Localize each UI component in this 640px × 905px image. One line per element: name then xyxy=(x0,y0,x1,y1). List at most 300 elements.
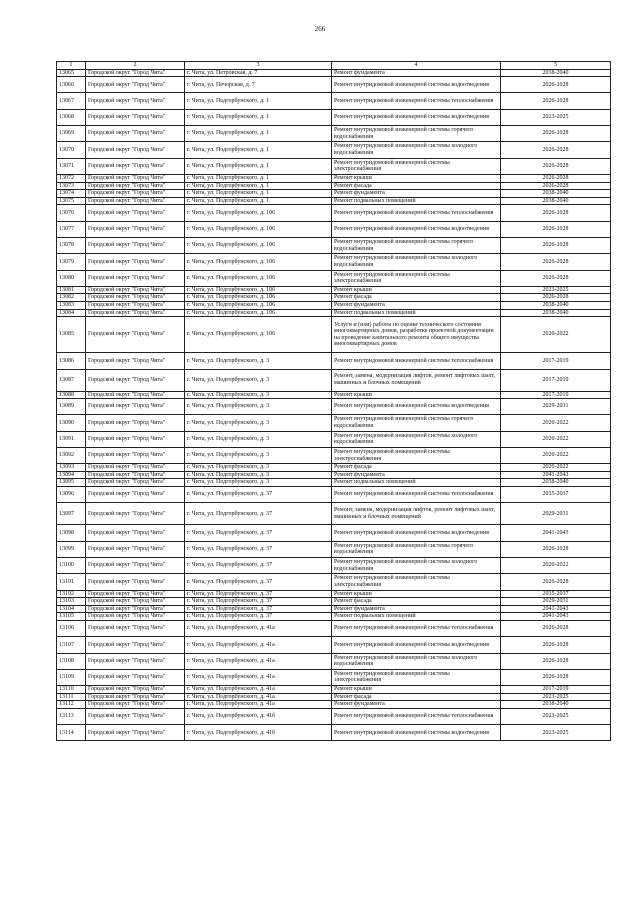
row-number-cell: 13099 xyxy=(57,541,86,557)
work-type-cell: Ремонт внутридомовой инженерной системы водоотведения xyxy=(332,77,501,93)
work-type-cell: Ремонт внутридомовой инженерной системы теплоснабжения xyxy=(332,205,501,221)
row-number-cell: 13106 xyxy=(57,620,86,636)
period-cell: 2020-2022 xyxy=(501,447,611,463)
table-row xyxy=(57,487,611,503)
period-cell: 2017-2019 xyxy=(501,369,611,391)
period-cell: 2026-2028 xyxy=(501,574,611,590)
address-cell: г. Чита, ул. Подгорбунского, д. 41б xyxy=(185,725,332,741)
table-row xyxy=(57,190,611,198)
address-cell: г. Чита, ул. Подгорбунского, д. 37 xyxy=(185,613,332,621)
column-header: 4 xyxy=(332,62,501,70)
municipality-cell: Городской округ "Город Чита" xyxy=(86,142,185,158)
table-row xyxy=(57,637,611,653)
work-type-cell: Ремонт внутридомовой инженерной системы теплоснабжения xyxy=(332,708,501,724)
municipality-cell: Городской округ "Город Чита" xyxy=(86,93,185,109)
address-cell: г. Чита, ул. Подгорбунского, д. 37 xyxy=(185,503,332,525)
address-cell: г. Чита, ул. Подгорбунского, д. 1 xyxy=(185,142,332,158)
period-cell: 2026-2028 xyxy=(501,254,611,270)
table-row xyxy=(57,464,611,472)
row-number-cell: 13069 xyxy=(57,126,86,142)
work-type-cell: Ремонт внутридомовой инженерной системы водоотведения xyxy=(332,725,501,741)
table-row xyxy=(57,431,611,447)
municipality-cell: Городской округ "Город Чита" xyxy=(86,415,185,431)
municipality-cell: Городской округ "Город Чита" xyxy=(86,221,185,237)
table-row xyxy=(57,541,611,557)
period-cell: 2038-2040 xyxy=(501,479,611,487)
row-number-cell: 13080 xyxy=(57,270,86,286)
period-cell: 2020-2022 xyxy=(501,415,611,431)
row-number-cell: 13088 xyxy=(57,391,86,399)
row-number-cell: 13081 xyxy=(57,286,86,294)
period-cell: 2020-2022 xyxy=(501,464,611,472)
row-number-cell: 13070 xyxy=(57,142,86,158)
period-cell: 2038-2040 xyxy=(501,309,611,317)
period-cell: 2026-2028 xyxy=(501,205,611,221)
row-number-cell: 13077 xyxy=(57,221,86,237)
table-row xyxy=(57,205,611,221)
capital-repair-table xyxy=(56,61,611,741)
municipality-cell: Городской округ "Город Чита" xyxy=(86,270,185,286)
address-cell: г. Чита, ул. Подгорбунского, д. 1 xyxy=(185,182,332,190)
period-cell: 2038-2040 xyxy=(501,69,611,77)
work-type-cell: Ремонт фасада xyxy=(332,294,501,302)
period-cell: 2020-2022 xyxy=(501,557,611,573)
period-cell: 2029-2031 xyxy=(501,598,611,606)
table-row xyxy=(57,590,611,598)
address-cell: г. Чита, ул. Печорская, д. 7 xyxy=(185,77,332,93)
row-number-cell: 13102 xyxy=(57,590,86,598)
work-type-cell: Ремонт внутридомовой инженерной системы горячего водоснабжения xyxy=(332,126,501,142)
address-cell: г. Чита, ул. Подгорбунского, д. 3 xyxy=(185,399,332,415)
table-row xyxy=(57,126,611,142)
period-cell: 2026-2028 xyxy=(501,541,611,557)
municipality-cell: Городской округ "Город Чита" xyxy=(86,399,185,415)
address-cell: г. Чита, ул. Подгорбунского, д. 37 xyxy=(185,605,332,613)
address-cell: г. Чита, ул. Подгорбунского, д. 3 xyxy=(185,471,332,479)
work-type-cell: Ремонт внутридомовой инженерной системы горячего водоснабжения xyxy=(332,237,501,253)
page-number: 266 xyxy=(314,25,326,33)
period-cell: 2026-2028 xyxy=(501,158,611,174)
period-cell: 2026-2028 xyxy=(501,77,611,93)
municipality-cell: Городской округ "Город Чита" xyxy=(86,190,185,198)
table-row xyxy=(57,598,611,606)
row-number-cell: 13103 xyxy=(57,598,86,606)
row-number-cell: 13078 xyxy=(57,237,86,253)
period-cell: 2023-2025 xyxy=(501,109,611,125)
period-cell: 2026-2028 xyxy=(501,93,611,109)
period-cell: 2023-2025 xyxy=(501,725,611,741)
address-cell: г. Чита, ул. Подгорбунского, д. 1 xyxy=(185,126,332,142)
row-number-cell: 13086 xyxy=(57,353,86,369)
period-cell: 2020-2022 xyxy=(501,431,611,447)
period-cell: 2029-2031 xyxy=(501,503,611,525)
row-number-cell: 13071 xyxy=(57,158,86,174)
address-cell: г. Чита, ул. Подгорбунского, д. 41а xyxy=(185,620,332,636)
period-cell: 2023-2025 xyxy=(501,693,611,701)
period-cell: 2035-2037 xyxy=(501,487,611,503)
table-row xyxy=(57,353,611,369)
address-cell: г. Чита, ул. Подгорбунского, д. 41а xyxy=(185,701,332,709)
municipality-cell: Городской округ "Город Чита" xyxy=(86,541,185,557)
row-number-cell: 13096 xyxy=(57,487,86,503)
table-row xyxy=(57,309,611,317)
period-cell: 2026-2028 xyxy=(501,221,611,237)
period-cell: 2026-2028 xyxy=(501,174,611,182)
row-number-cell: 13089 xyxy=(57,399,86,415)
row-number-cell: 13065 xyxy=(57,69,86,77)
table-row xyxy=(57,620,611,636)
row-number-cell: 13073 xyxy=(57,182,86,190)
municipality-cell: Городской округ "Город Чита" xyxy=(86,557,185,573)
period-cell: 2026-2028 xyxy=(501,237,611,253)
row-number-cell: 13068 xyxy=(57,109,86,125)
period-cell: 2041-2043 xyxy=(501,613,611,621)
work-type-cell: Ремонт фундамента xyxy=(332,605,501,613)
municipality-cell: Городской округ "Город Чита" xyxy=(86,302,185,310)
row-number-cell: 13066 xyxy=(57,77,86,93)
municipality-cell: Городской округ "Город Чита" xyxy=(86,69,185,77)
table-row xyxy=(57,399,611,415)
period-cell: 2023-2025 xyxy=(501,708,611,724)
row-number-cell: 13087 xyxy=(57,369,86,391)
table-row xyxy=(57,471,611,479)
table-row xyxy=(57,686,611,694)
table-row xyxy=(57,294,611,302)
municipality-cell: Городской округ "Город Чита" xyxy=(86,317,185,353)
table-row xyxy=(57,369,611,391)
table-row xyxy=(57,725,611,741)
row-number-cell: 13074 xyxy=(57,190,86,198)
municipality-cell: Городской округ "Город Чита" xyxy=(86,447,185,463)
work-type-cell: Ремонт крыши xyxy=(332,286,501,294)
row-number-cell: 13094 xyxy=(57,471,86,479)
column-header: 5 xyxy=(501,62,611,70)
work-type-cell: Ремонт крыши xyxy=(332,174,501,182)
period-cell: 2026-2028 xyxy=(501,126,611,142)
municipality-cell: Городской округ "Город Чита" xyxy=(86,126,185,142)
address-cell: г. Чита, ул. Подгорбунского, д. 37 xyxy=(185,541,332,557)
work-type-cell: Ремонт внутридомовой инженерной системы холодного водоснабжения xyxy=(332,142,501,158)
table-row xyxy=(57,525,611,541)
table-row xyxy=(57,221,611,237)
row-number-cell: 13075 xyxy=(57,197,86,205)
municipality-cell: Городской округ "Город Чита" xyxy=(86,708,185,724)
period-cell: 2017-2019 xyxy=(501,686,611,694)
municipality-cell: Городской округ "Город Чита" xyxy=(86,205,185,221)
table-row xyxy=(57,613,611,621)
address-cell: г. Чита, ул. Подгорбунского, д. 1 xyxy=(185,174,332,182)
row-number-cell: 13112 xyxy=(57,701,86,709)
table-row xyxy=(57,317,611,353)
address-cell: г. Чита, ул. Подгорбунского, д. 41а xyxy=(185,669,332,685)
column-header: 2 xyxy=(86,62,185,70)
period-cell: 2017-2019 xyxy=(501,391,611,399)
work-type-cell: Ремонт внутридомовой инженерной системы водоотведения xyxy=(332,525,501,541)
column-header: 1 xyxy=(57,62,86,70)
table-row xyxy=(57,77,611,93)
period-cell: 2026-2028 xyxy=(501,294,611,302)
period-cell: 2023-2025 xyxy=(501,286,611,294)
address-cell: г. Чита, ул. Подгорбунского, д. 37 xyxy=(185,598,332,606)
work-type-cell: Ремонт фасада xyxy=(332,182,501,190)
column-header: 3 xyxy=(185,62,332,70)
period-cell: 2026-2028 xyxy=(501,637,611,653)
address-cell: г. Чита, ул. Подгорбунского, д. 1 xyxy=(185,158,332,174)
row-number-cell: 13100 xyxy=(57,557,86,573)
table-row xyxy=(57,574,611,590)
table-row xyxy=(57,270,611,286)
address-cell: г. Чита, ул. Подгорбунского, д. 1 xyxy=(185,109,332,125)
period-cell: 2041-2043 xyxy=(501,605,611,613)
row-number-cell: 13110 xyxy=(57,686,86,694)
municipality-cell: Городской округ "Город Чита" xyxy=(86,182,185,190)
work-type-cell: Ремонт внутридомовой инженерной системы водоотведения xyxy=(332,399,501,415)
period-cell: 2038-2040 xyxy=(501,302,611,310)
address-cell: г. Чита, ул. Подгорбунского, д. 106 xyxy=(185,309,332,317)
address-cell: г. Чита, ул. Подгорбунского, д. 37 xyxy=(185,557,332,573)
address-cell: г. Чита, ул. Подгорбунского, д. 3 xyxy=(185,369,332,391)
row-number-cell: 13113 xyxy=(57,708,86,724)
period-cell: 2038-2040 xyxy=(501,197,611,205)
table-row xyxy=(57,447,611,463)
row-number-cell: 13067 xyxy=(57,93,86,109)
period-cell: 2041-2043 xyxy=(501,525,611,541)
table-row xyxy=(57,669,611,685)
row-number-cell: 13107 xyxy=(57,637,86,653)
address-cell: г. Чита, ул. Подгорбунского, д. 37 xyxy=(185,525,332,541)
municipality-cell: Городской округ "Город Чита" xyxy=(86,158,185,174)
work-type-cell: Услуги и (или) работы по оценке технического состояния многоквартирных домов, разработке проектной документации на проведение капитального ремонта общего имущества многоквартирных домов xyxy=(332,317,501,353)
work-type-cell: Ремонт фасада xyxy=(332,464,501,472)
address-cell: г. Чита, ул. Подгорбунского, д. 106 xyxy=(185,294,332,302)
address-cell: г. Чита, ул. Подгорбунского, д. 3 xyxy=(185,391,332,399)
work-type-cell: Ремонт внутридомовой инженерной системы холодного водоснабжения xyxy=(332,254,501,270)
municipality-cell: Городской округ "Город Чита" xyxy=(86,620,185,636)
address-cell: г. Чита, ул. Подгорбунского, д. 1 xyxy=(185,93,332,109)
table-row xyxy=(57,237,611,253)
period-cell: 2026-2028 xyxy=(501,142,611,158)
work-type-cell: Ремонт подвальных помещений xyxy=(332,613,501,621)
work-type-cell: Ремонт внутридомовой инженерной системы теплоснабжения xyxy=(332,93,501,109)
address-cell: г. Чита, ул. Подгорбунского, д. 41а xyxy=(185,637,332,653)
address-cell: г. Чита, ул. Подгорбунского, д. 37 xyxy=(185,574,332,590)
period-cell: 2026-2028 xyxy=(501,653,611,669)
work-type-cell: Ремонт внутридомовой инженерной системы электроснабжения xyxy=(332,447,501,463)
municipality-cell: Городской округ "Город Чита" xyxy=(86,174,185,182)
municipality-cell: Городской округ "Город Чита" xyxy=(86,590,185,598)
work-type-cell: Ремонт внутридомовой инженерной системы водоотведения xyxy=(332,637,501,653)
work-type-cell: Ремонт подвальных помещений xyxy=(332,479,501,487)
table-row xyxy=(57,708,611,724)
row-number-cell: 13109 xyxy=(57,669,86,685)
row-number-cell: 13111 xyxy=(57,693,86,701)
address-cell: г. Чита, ул. Подгорбунского, д. 41б xyxy=(185,708,332,724)
address-cell: г. Чита, ул. Подгорбунского, д. 106 xyxy=(185,237,332,253)
work-type-cell: Ремонт внутридомовой инженерной системы горячего водоснабжения xyxy=(332,415,501,431)
row-number-cell: 13079 xyxy=(57,254,86,270)
municipality-cell: Городской округ "Город Чита" xyxy=(86,487,185,503)
municipality-cell: Городской округ "Город Чита" xyxy=(86,669,185,685)
table-row xyxy=(57,109,611,125)
table-row xyxy=(57,653,611,669)
municipality-cell: Городской округ "Город Чита" xyxy=(86,637,185,653)
table-row xyxy=(57,605,611,613)
work-type-cell: Ремонт крыши xyxy=(332,590,501,598)
municipality-cell: Городской округ "Город Чита" xyxy=(86,431,185,447)
work-type-cell: Ремонт внутридомовой инженерной системы водоотведения xyxy=(332,109,501,125)
work-type-cell: Ремонт внутридомовой инженерной системы электроснабжения xyxy=(332,669,501,685)
period-cell: 2026-2028 xyxy=(501,270,611,286)
work-type-cell: Ремонт внутридомовой инженерной системы холодного водоснабжения xyxy=(332,557,501,573)
municipality-cell: Городской округ "Город Чита" xyxy=(86,464,185,472)
work-type-cell: Ремонт внутридомовой инженерной системы холодного водоснабжения xyxy=(332,431,501,447)
column-number-row xyxy=(57,62,611,70)
table-row xyxy=(57,69,611,77)
row-number-cell: 13091 xyxy=(57,431,86,447)
row-number-cell: 13098 xyxy=(57,525,86,541)
address-cell: г. Чита, ул. Подгорбунского, д. 106 xyxy=(185,270,332,286)
table-body xyxy=(57,69,611,741)
work-type-cell: Ремонт внутридомовой инженерной системы электроснабжения xyxy=(332,270,501,286)
address-cell: г. Чита, ул. Подгорбунского, д. 3 xyxy=(185,431,332,447)
work-type-cell: Ремонт внутридомовой инженерной системы электроснабжения xyxy=(332,574,501,590)
table-row xyxy=(57,158,611,174)
row-number-cell: 13104 xyxy=(57,605,86,613)
municipality-cell: Городской округ "Город Чита" xyxy=(86,369,185,391)
address-cell: г. Чита, ул. Подгорбунского, д. 106 xyxy=(185,286,332,294)
work-type-cell: Ремонт фундамента xyxy=(332,302,501,310)
municipality-cell: Городской округ "Город Чита" xyxy=(86,479,185,487)
address-cell: г. Чита, ул. Подгорбунского, д. 106 xyxy=(185,221,332,237)
table-row xyxy=(57,93,611,109)
address-cell: г. Чита, ул. Подгорбунского, д. 3 xyxy=(185,464,332,472)
address-cell: г. Чита, ул. Подгорбунского, д. 1 xyxy=(185,190,332,198)
municipality-cell: Городской округ "Город Чита" xyxy=(86,294,185,302)
address-cell: г. Чита, ул. Подгорбунского, д. 1 xyxy=(185,197,332,205)
address-cell: г. Чита, ул. Подгорбунского, д. 37 xyxy=(185,590,332,598)
row-number-cell: 13105 xyxy=(57,613,86,621)
work-type-cell: Ремонт внутридомовой инженерной системы теплоснабжения xyxy=(332,487,501,503)
address-cell: г. Чита, ул. Подгорбунского, д. 106 xyxy=(185,317,332,353)
municipality-cell: Городской округ "Город Чита" xyxy=(86,353,185,369)
period-cell: 2038-2040 xyxy=(501,190,611,198)
address-cell: г. Чита, ул. Подгорбунского, д. 106 xyxy=(185,302,332,310)
address-cell: г. Чита, ул. Подгорбунского, д. 37 xyxy=(185,487,332,503)
municipality-cell: Городской округ "Город Чита" xyxy=(86,254,185,270)
address-cell: г. Чита, ул. Подгорбунского, д. 41а xyxy=(185,686,332,694)
work-type-cell: Ремонт внутридомовой инженерной системы теплоснабжения xyxy=(332,620,501,636)
table-row xyxy=(57,302,611,310)
row-number-cell: 13097 xyxy=(57,503,86,525)
table-row xyxy=(57,254,611,270)
period-cell: 2026-2028 xyxy=(501,620,611,636)
work-type-cell: Ремонт внутридомовой инженерной системы холодного водоснабжения xyxy=(332,653,501,669)
work-type-cell: Ремонт внутридомовой инженерной системы горячего водоснабжения xyxy=(332,541,501,557)
municipality-cell: Городской округ "Город Чита" xyxy=(86,693,185,701)
row-number-cell: 13108 xyxy=(57,653,86,669)
work-type-cell: Ремонт подвальных помещений xyxy=(332,309,501,317)
table-row xyxy=(57,286,611,294)
work-type-cell: Ремонт фасада xyxy=(332,598,501,606)
period-cell: 2026-2028 xyxy=(501,669,611,685)
municipality-cell: Городской округ "Город Чита" xyxy=(86,77,185,93)
row-number-cell: 13090 xyxy=(57,415,86,431)
period-cell: 2035-2037 xyxy=(501,590,611,598)
period-cell: 2038-2040 xyxy=(501,701,611,709)
work-type-cell: Ремонт внутридомовой инженерной системы водоотведения xyxy=(332,221,501,237)
address-cell: г. Чита, ул. Подгорбунского, д. 41а xyxy=(185,653,332,669)
address-cell: г. Чита, ул. Петровская, д. 7 xyxy=(185,69,332,77)
table-row xyxy=(57,142,611,158)
address-cell: г. Чита, ул. Подгорбунского, д. 3 xyxy=(185,479,332,487)
municipality-cell: Городской округ "Город Чита" xyxy=(86,605,185,613)
row-number-cell: 13072 xyxy=(57,174,86,182)
table-row xyxy=(57,503,611,525)
row-number-cell: 13076 xyxy=(57,205,86,221)
address-cell: г. Чита, ул. Подгорбунского, д. 106 xyxy=(185,205,332,221)
address-cell: г. Чита, ул. Подгорбунского, д. 106 xyxy=(185,254,332,270)
municipality-cell: Городской округ "Город Чита" xyxy=(86,686,185,694)
table-row xyxy=(57,391,611,399)
row-number-cell: 13083 xyxy=(57,302,86,310)
period-cell: 2041-2043 xyxy=(501,471,611,479)
row-number-cell: 13114 xyxy=(57,725,86,741)
address-cell: г. Чита, ул. Подгорбунского, д. 3 xyxy=(185,353,332,369)
work-type-cell: Ремонт фундамента xyxy=(332,69,501,77)
municipality-cell: Городской округ "Город Чита" xyxy=(86,309,185,317)
table-row xyxy=(57,557,611,573)
work-type-cell: Ремонт фасада xyxy=(332,693,501,701)
period-cell: 2029-2031 xyxy=(501,399,611,415)
municipality-cell: Городской округ "Город Чита" xyxy=(86,701,185,709)
municipality-cell: Городской округ "Город Чита" xyxy=(86,725,185,741)
row-number-cell: 13084 xyxy=(57,309,86,317)
period-cell: 2020-2022 xyxy=(501,317,611,353)
municipality-cell: Городской округ "Город Чита" xyxy=(86,574,185,590)
row-number-cell: 13092 xyxy=(57,447,86,463)
municipality-cell: Городской округ "Город Чита" xyxy=(86,613,185,621)
period-cell: 2026-2028 xyxy=(501,182,611,190)
work-type-cell: Ремонт, замена, модернизация лифтов, ремонт лифтовых шахт, машинных и блочных помещений xyxy=(332,503,501,525)
address-cell: г. Чита, ул. Подгорбунского, д. 3 xyxy=(185,447,332,463)
row-number-cell: 13082 xyxy=(57,294,86,302)
municipality-cell: Городской округ "Город Чита" xyxy=(86,286,185,294)
address-cell: г. Чита, ул. Подгорбунского, д. 41а xyxy=(185,693,332,701)
municipality-cell: Городской округ "Город Чита" xyxy=(86,471,185,479)
municipality-cell: Городской округ "Город Чита" xyxy=(86,653,185,669)
row-number-cell: 13101 xyxy=(57,574,86,590)
table-row xyxy=(57,693,611,701)
row-number-cell: 13093 xyxy=(57,464,86,472)
work-type-cell: Ремонт внутридомовой инженерной системы электроснабжения xyxy=(332,158,501,174)
table-row xyxy=(57,701,611,709)
municipality-cell: Городской округ "Город Чита" xyxy=(86,237,185,253)
work-type-cell: Ремонт внутридомовой инженерной системы теплоснабжения xyxy=(332,353,501,369)
table-row xyxy=(57,182,611,190)
period-cell: 2017-2019 xyxy=(501,353,611,369)
municipality-cell: Городской округ "Город Чита" xyxy=(86,503,185,525)
municipality-cell: Городской округ "Город Чита" xyxy=(86,109,185,125)
row-number-cell: 13085 xyxy=(57,317,86,353)
work-type-cell: Ремонт крыши xyxy=(332,686,501,694)
municipality-cell: Городской округ "Город Чита" xyxy=(86,525,185,541)
row-number-cell: 13095 xyxy=(57,479,86,487)
table-row xyxy=(57,197,611,205)
work-type-cell: Ремонт подвальных помещений xyxy=(332,197,501,205)
work-type-cell: Ремонт фундамента xyxy=(332,471,501,479)
table-row xyxy=(57,174,611,182)
address-cell: г. Чита, ул. Подгорбунского, д. 3 xyxy=(185,415,332,431)
